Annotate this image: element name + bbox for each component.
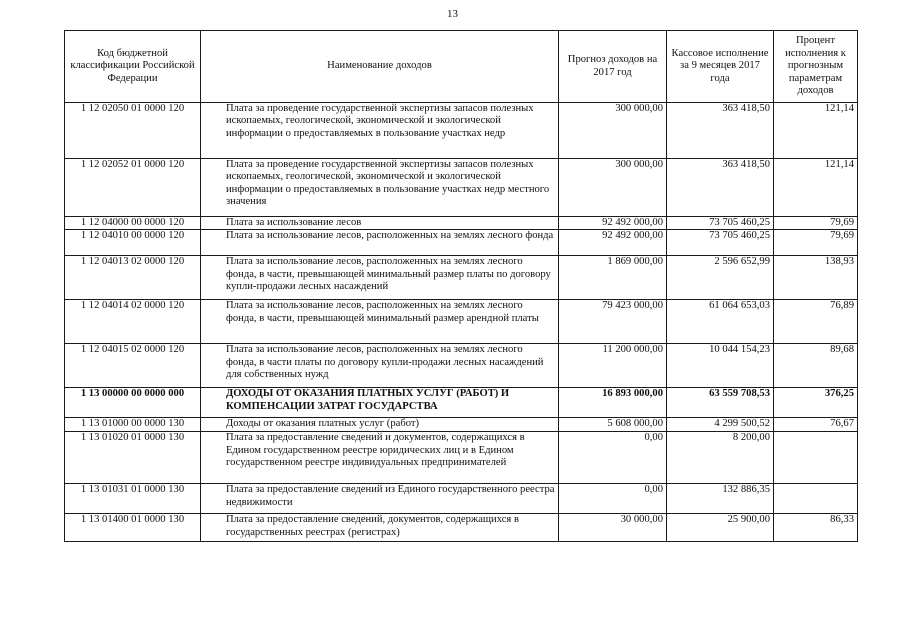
row-forecast: 5 608 000,00 <box>559 418 667 432</box>
row-executed: 61 064 653,03 <box>667 300 774 344</box>
row-name-cell <box>201 418 559 432</box>
table-row <box>65 484 858 514</box>
row-executed: 73 705 460,25 <box>667 217 774 230</box>
row-percent: 121,14 <box>774 103 858 159</box>
table-header-row <box>65 31 858 103</box>
row-name-cell <box>201 217 559 230</box>
table-row <box>65 388 858 418</box>
row-percent: 86,33 <box>774 514 858 542</box>
row-executed: 363 418,50 <box>667 103 774 159</box>
row-code: 1 12 04013 02 0000 120 <box>65 256 201 300</box>
header-percent: Процент исполнения к прогнозным параметрам доходов <box>774 31 858 103</box>
header-executed: Кассовое исполнение за 9 месяцев 2017 года <box>667 31 774 103</box>
row-code: 1 12 04000 00 0000 120 <box>65 217 201 230</box>
row-percent: 79,69 <box>774 217 858 230</box>
row-code: 1 12 02052 01 0000 120 <box>65 159 201 217</box>
row-forecast: 11 200 000,00 <box>559 344 667 388</box>
row-executed: 8 200,00 <box>667 432 774 484</box>
row-name: Плата за предоставление сведений, документов, содержащихся в государственных реестрах (регистрах) <box>226 514 519 538</box>
table-row <box>65 432 858 484</box>
row-code: 1 12 02050 01 0000 120 <box>65 103 201 159</box>
row-code: 1 13 00000 00 0000 000 <box>65 388 201 418</box>
row-forecast: 300 000,00 <box>559 159 667 217</box>
row-name-cell <box>201 484 559 514</box>
row-percent: 79,69 <box>774 230 858 256</box>
row-name-cell <box>201 514 559 542</box>
revenue-table <box>64 30 858 542</box>
row-name: Плата за использование лесов, расположенных на землях лесного фонда <box>226 230 554 242</box>
header-forecast: Прогноз доходов на 2017 год <box>559 31 667 103</box>
row-name: ДОХОДЫ ОТ ОКАЗАНИЯ ПЛАТНЫХ УСЛУГ (РАБОТ) И КОМПЕНСАЦИИ ЗАТРАТ ГОСУДАРСТВА <box>226 388 510 412</box>
row-forecast: 1 869 000,00 <box>559 256 667 300</box>
row-code: 1 12 04014 02 0000 120 <box>65 300 201 344</box>
row-percent: 138,93 <box>774 256 858 300</box>
table-row <box>65 514 858 542</box>
row-executed: 4 299 500,52 <box>667 418 774 432</box>
row-executed: 63 559 708,53 <box>667 388 774 418</box>
row-name-cell <box>201 344 559 388</box>
row-name: Плата за предоставление сведений из Единого государственного реестра недвижимости <box>226 484 555 508</box>
table-row <box>65 230 858 256</box>
row-name-cell <box>201 159 559 217</box>
row-code: 1 12 04010 00 0000 120 <box>65 230 201 256</box>
row-name: Плата за использование лесов <box>226 217 362 228</box>
row-code: 1 13 01400 01 0000 130 <box>65 514 201 542</box>
header-code: Код бюджетной классификации Российской Федерации <box>65 31 201 103</box>
row-forecast: 92 492 000,00 <box>559 230 667 256</box>
row-percent: 121,14 <box>774 159 858 217</box>
row-name-cell <box>201 432 559 484</box>
row-executed: 2 596 652,99 <box>667 256 774 300</box>
row-executed: 132 886,35 <box>667 484 774 514</box>
table-row <box>65 159 858 217</box>
row-forecast: 0,00 <box>559 432 667 484</box>
row-forecast: 300 000,00 <box>559 103 667 159</box>
row-name: Плата за использование лесов, расположенных на землях лесного фонда, в части платы по договору купли-продажи лесных насаждений для собственных нужд <box>226 344 544 381</box>
row-name-cell <box>201 103 559 159</box>
table-body <box>65 103 858 542</box>
table-row <box>65 217 858 230</box>
row-forecast: 0,00 <box>559 484 667 514</box>
table-row <box>65 418 858 432</box>
table-row <box>65 256 858 300</box>
table-row <box>65 300 858 344</box>
row-name: Доходы от оказания платных услуг (работ) <box>226 418 420 430</box>
row-percent <box>774 484 858 514</box>
row-name: Плата за проведение государственной экспертизы запасов полезных ископаемых, геологической, экономической и экологической информации о предоставляемых в пользование участках недр местного значения <box>226 159 550 208</box>
page-number: 13 <box>447 8 458 20</box>
row-code: 1 12 04015 02 0000 120 <box>65 344 201 388</box>
row-executed: 363 418,50 <box>667 159 774 217</box>
row-executed: 25 900,00 <box>667 514 774 542</box>
row-code: 1 13 01000 00 0000 130 <box>65 418 201 432</box>
row-percent: 76,89 <box>774 300 858 344</box>
row-code: 1 13 01020 01 0000 130 <box>65 432 201 484</box>
row-percent: 89,68 <box>774 344 858 388</box>
row-percent <box>774 432 858 484</box>
row-name-cell <box>201 256 559 300</box>
header-name: Наименование доходов <box>201 31 559 103</box>
row-name: Плата за использование лесов, расположенных на землях лесного фонда, в части, превышающей минимальный размер платы по договору купли-продажи лесных насаждений <box>226 256 551 293</box>
row-executed: 73 705 460,25 <box>667 230 774 256</box>
table-row <box>65 344 858 388</box>
row-name: Плата за предоставление сведений и документов, содержащихся в Едином государственном реестре юридических лиц и в Едином государственном реестре индивидуальных предпринимателей <box>226 432 525 469</box>
row-name-cell <box>201 230 559 256</box>
table-row <box>65 103 858 159</box>
row-forecast: 30 000,00 <box>559 514 667 542</box>
row-code: 1 13 01031 01 0000 130 <box>65 484 201 514</box>
row-percent: 376,25 <box>774 388 858 418</box>
row-forecast: 79 423 000,00 <box>559 300 667 344</box>
row-name: Плата за проведение государственной экспертизы запасов полезных ископаемых, геологической, экономической и экологической информации о предоставляемых в пользование участках недр <box>226 103 534 139</box>
row-percent: 76,67 <box>774 418 858 432</box>
row-executed: 10 044 154,23 <box>667 344 774 388</box>
row-forecast: 92 492 000,00 <box>559 217 667 230</box>
row-name-cell <box>201 388 559 418</box>
row-forecast: 16 893 000,00 <box>559 388 667 418</box>
row-name: Плата за использование лесов, расположенных на землях лесного фонда, в части, превышающей минимальный размер арендной платы <box>226 300 539 324</box>
row-name-cell <box>201 300 559 344</box>
